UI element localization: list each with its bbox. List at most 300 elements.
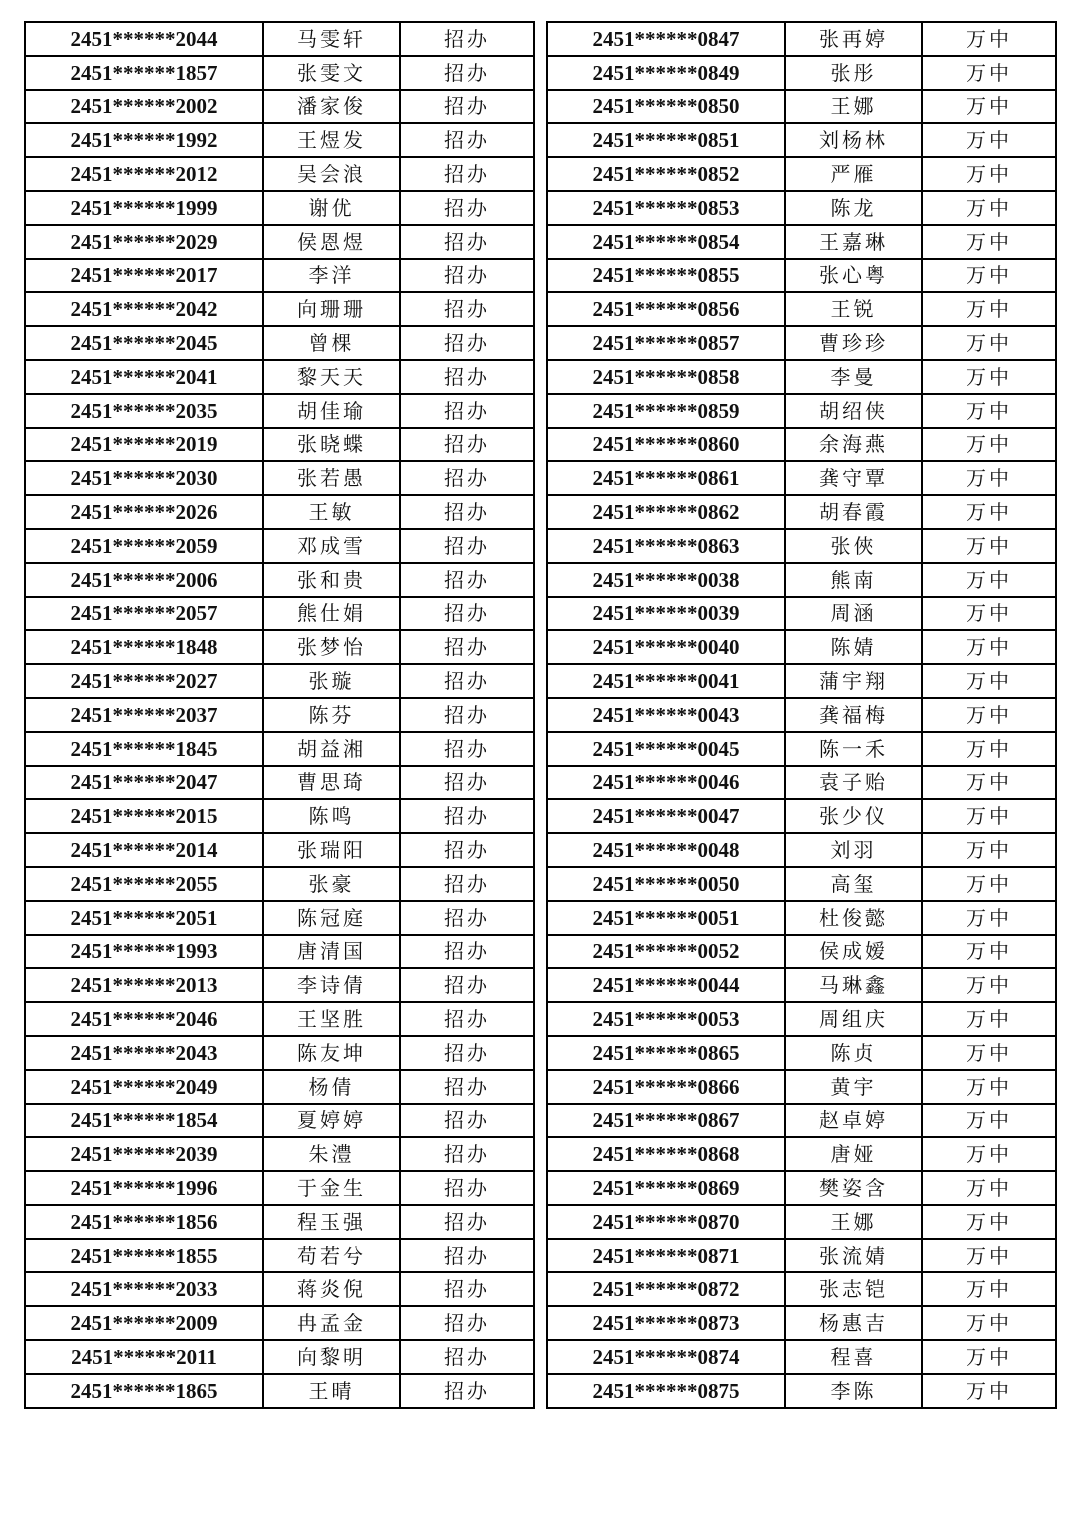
table-row: [547, 259, 1056, 293]
unit-cell: 招办: [400, 901, 534, 935]
candidate-id-cell: 2451******2002: [25, 90, 263, 124]
candidate-name-cell: 陈一禾: [785, 732, 922, 766]
unit-cell: 万中: [922, 1070, 1056, 1104]
unit-cell: 万中: [922, 22, 1056, 56]
unit-cell: 万中: [922, 1340, 1056, 1374]
unit-cell: 万中: [922, 799, 1056, 833]
candidate-name-cell: 严雁: [785, 157, 922, 191]
candidate-id-cell: 2451******2039: [25, 1137, 263, 1171]
candidate-name-cell: 王煜发: [263, 123, 400, 157]
table-row: [25, 597, 534, 631]
unit-cell: 招办: [400, 664, 534, 698]
table-row: [547, 597, 1056, 631]
candidate-name-cell: 杨惠吉: [785, 1306, 922, 1340]
candidate-name-cell: 王敏: [263, 495, 400, 529]
table-row: [547, 732, 1056, 766]
candidate-name-cell: 张再婷: [785, 22, 922, 56]
table-row: [25, 968, 534, 1002]
unit-cell: 招办: [400, 766, 534, 800]
candidate-name-cell: 张彤: [785, 56, 922, 90]
candidate-id-cell: 2451******0873: [547, 1306, 785, 1340]
candidate-name-cell: 张瑞阳: [263, 833, 400, 867]
table-row: [547, 1239, 1056, 1273]
candidate-id-cell: 2451******1993: [25, 935, 263, 969]
table-row: [547, 867, 1056, 901]
table-row: [25, 495, 534, 529]
candidate-id-cell: 2451******0862: [547, 495, 785, 529]
table-row: [25, 1239, 534, 1273]
candidate-id-cell: 2451******0870: [547, 1205, 785, 1239]
candidate-name-cell: 张俠: [785, 529, 922, 563]
candidate-id-cell: 2451******0872: [547, 1272, 785, 1306]
table-row: [547, 90, 1056, 124]
unit-cell: 招办: [400, 1104, 534, 1138]
unit-cell: 万中: [922, 461, 1056, 495]
unit-cell: 万中: [922, 1171, 1056, 1205]
candidate-id-cell: 2451******0053: [547, 1002, 785, 1036]
table-row: [547, 22, 1056, 56]
unit-cell: 万中: [922, 901, 1056, 935]
candidate-name-cell: 张志铠: [785, 1272, 922, 1306]
unit-cell: 招办: [400, 1137, 534, 1171]
roster-table-left-body: [25, 22, 534, 1408]
candidate-name-cell: 张璇: [263, 664, 400, 698]
unit-cell: 招办: [400, 292, 534, 326]
candidate-name-cell: 向黎明: [263, 1340, 400, 1374]
unit-cell: 招办: [400, 157, 534, 191]
candidate-name-cell: 程喜: [785, 1340, 922, 1374]
unit-cell: 万中: [922, 56, 1056, 90]
candidate-id-cell: 2451******0051: [547, 901, 785, 935]
table-row: [547, 1306, 1056, 1340]
candidate-id-cell: 2451******1865: [25, 1374, 263, 1408]
table-row: [25, 935, 534, 969]
candidate-id-cell: 2451******1996: [25, 1171, 263, 1205]
table-row: [547, 1340, 1056, 1374]
table-row: [547, 1272, 1056, 1306]
candidate-name-cell: 陈鸣: [263, 799, 400, 833]
unit-cell: 万中: [922, 225, 1056, 259]
unit-cell: 招办: [400, 495, 534, 529]
table-row: [25, 1171, 534, 1205]
candidate-id-cell: 2451******0856: [547, 292, 785, 326]
candidate-name-cell: 熊仕娟: [263, 597, 400, 631]
table-row: [25, 22, 534, 56]
unit-cell: 招办: [400, 1205, 534, 1239]
unit-cell: 招办: [400, 1002, 534, 1036]
unit-cell: 万中: [922, 495, 1056, 529]
unit-cell: 招办: [400, 259, 534, 293]
unit-cell: 万中: [922, 935, 1056, 969]
candidate-id-cell: 2451******0863: [547, 529, 785, 563]
candidate-id-cell: 2451******0857: [547, 326, 785, 360]
candidate-name-cell: 周组庆: [785, 1002, 922, 1036]
table-row: [25, 461, 534, 495]
table-row: [547, 630, 1056, 664]
candidate-id-cell: 2451******0868: [547, 1137, 785, 1171]
table-row: [25, 1272, 534, 1306]
candidate-name-cell: 龚福梅: [785, 698, 922, 732]
unit-cell: 招办: [400, 191, 534, 225]
candidate-id-cell: 2451******1992: [25, 123, 263, 157]
unit-cell: 招办: [400, 1374, 534, 1408]
table-row: [25, 123, 534, 157]
candidate-id-cell: 2451******2029: [25, 225, 263, 259]
unit-cell: 招办: [400, 22, 534, 56]
table-row: [25, 1205, 534, 1239]
candidate-id-cell: 2451******0852: [547, 157, 785, 191]
unit-cell: 万中: [922, 1002, 1056, 1036]
table-row: [547, 1137, 1056, 1171]
candidate-id-cell: 2451******0871: [547, 1239, 785, 1273]
table-row: [25, 56, 534, 90]
candidate-name-cell: 潘家俊: [263, 90, 400, 124]
unit-cell: 招办: [400, 225, 534, 259]
candidate-name-cell: 谢优: [263, 191, 400, 225]
candidate-name-cell: 黄宇: [785, 1070, 922, 1104]
candidate-id-cell: 2451******0038: [547, 563, 785, 597]
candidate-id-cell: 2451******2009: [25, 1306, 263, 1340]
table-row: [25, 732, 534, 766]
candidate-id-cell: 2451******2015: [25, 799, 263, 833]
candidate-name-cell: 张晓蝶: [263, 428, 400, 462]
table-row: [25, 1104, 534, 1138]
candidate-id-cell: 2451******1855: [25, 1239, 263, 1273]
candidate-name-cell: 朱澧: [263, 1137, 400, 1171]
unit-cell: 招办: [400, 597, 534, 631]
unit-cell: 万中: [922, 123, 1056, 157]
unit-cell: 万中: [922, 1205, 1056, 1239]
table-row: [25, 394, 534, 428]
unit-cell: 招办: [400, 461, 534, 495]
unit-cell: 万中: [922, 698, 1056, 732]
candidate-id-cell: 2451******2044: [25, 22, 263, 56]
candidate-id-cell: 2451******2011: [25, 1340, 263, 1374]
candidate-name-cell: 黎天天: [263, 360, 400, 394]
candidate-name-cell: 陈贞: [785, 1036, 922, 1070]
unit-cell: 招办: [400, 428, 534, 462]
candidate-id-cell: 2451******0052: [547, 935, 785, 969]
unit-cell: 万中: [922, 1239, 1056, 1273]
candidate-name-cell: 张流婧: [785, 1239, 922, 1273]
table-row: [25, 1036, 534, 1070]
candidate-id-cell: 2451******0875: [547, 1374, 785, 1408]
table-row: [547, 56, 1056, 90]
unit-cell: 招办: [400, 630, 534, 664]
table-row: [25, 867, 534, 901]
table-row: [547, 935, 1056, 969]
candidate-id-cell: 2451******1999: [25, 191, 263, 225]
candidate-name-cell: 陈龙: [785, 191, 922, 225]
unit-cell: 招办: [400, 1306, 534, 1340]
candidate-id-cell: 2451******2030: [25, 461, 263, 495]
candidate-name-cell: 张少仪: [785, 799, 922, 833]
candidate-id-cell: 2451******2045: [25, 326, 263, 360]
candidate-name-cell: 陈芬: [263, 698, 400, 732]
unit-cell: 万中: [922, 732, 1056, 766]
unit-cell: 招办: [400, 732, 534, 766]
candidate-name-cell: 周涵: [785, 597, 922, 631]
candidate-id-cell: 2451******2006: [25, 563, 263, 597]
candidate-name-cell: 李陈: [785, 1374, 922, 1408]
candidate-id-cell: 2451******2049: [25, 1070, 263, 1104]
table-row: [547, 563, 1056, 597]
candidate-id-cell: 2451******0048: [547, 833, 785, 867]
candidate-id-cell: 2451******0858: [547, 360, 785, 394]
unit-cell: 招办: [400, 799, 534, 833]
table-row: [547, 326, 1056, 360]
candidate-id-cell: 2451******0041: [547, 664, 785, 698]
unit-cell: 万中: [922, 529, 1056, 563]
candidate-name-cell: 李洋: [263, 259, 400, 293]
unit-cell: 万中: [922, 867, 1056, 901]
candidate-name-cell: 王坚胜: [263, 1002, 400, 1036]
unit-cell: 招办: [400, 563, 534, 597]
candidate-id-cell: 2451******2057: [25, 597, 263, 631]
candidate-id-cell: 2451******2037: [25, 698, 263, 732]
candidate-name-cell: 熊南: [785, 563, 922, 597]
table-row: [547, 292, 1056, 326]
table-row: [547, 360, 1056, 394]
candidate-id-cell: 2451******0044: [547, 968, 785, 1002]
candidate-id-cell: 2451******1857: [25, 56, 263, 90]
candidate-name-cell: 张心粤: [785, 259, 922, 293]
table-row: [547, 901, 1056, 935]
candidate-id-cell: 2451******2059: [25, 529, 263, 563]
unit-cell: 万中: [922, 563, 1056, 597]
unit-cell: 招办: [400, 867, 534, 901]
candidate-name-cell: 胡益湘: [263, 732, 400, 766]
unit-cell: 万中: [922, 360, 1056, 394]
candidate-name-cell: 王娜: [785, 1205, 922, 1239]
candidate-name-cell: 赵卓婷: [785, 1104, 922, 1138]
table-row: [547, 664, 1056, 698]
table-row: [547, 1070, 1056, 1104]
table-row: [25, 1137, 534, 1171]
candidate-name-cell: 向珊珊: [263, 292, 400, 326]
candidate-id-cell: 2451******2014: [25, 833, 263, 867]
candidate-name-cell: 陈友坤: [263, 1036, 400, 1070]
unit-cell: 招办: [400, 968, 534, 1002]
unit-cell: 万中: [922, 664, 1056, 698]
candidate-id-cell: 2451******1848: [25, 630, 263, 664]
unit-cell: 万中: [922, 191, 1056, 225]
candidate-id-cell: 2451******0046: [547, 766, 785, 800]
roster-table-right-body: [547, 22, 1056, 1408]
candidate-name-cell: 马雯轩: [263, 22, 400, 56]
candidate-id-cell: 2451******0047: [547, 799, 785, 833]
unit-cell: 万中: [922, 766, 1056, 800]
candidate-name-cell: 樊姿含: [785, 1171, 922, 1205]
table-row: [25, 766, 534, 800]
unit-cell: 招办: [400, 529, 534, 563]
table-row: [25, 360, 534, 394]
candidate-name-cell: 曹珍珍: [785, 326, 922, 360]
table-row: [547, 799, 1056, 833]
candidate-id-cell: 2451******1854: [25, 1104, 263, 1138]
table-row: [25, 292, 534, 326]
candidate-name-cell: 李诗倩: [263, 968, 400, 1002]
candidate-name-cell: 余海燕: [785, 428, 922, 462]
unit-cell: 万中: [922, 90, 1056, 124]
candidate-id-cell: 2451******0860: [547, 428, 785, 462]
candidate-name-cell: 张雯文: [263, 56, 400, 90]
unit-cell: 招办: [400, 360, 534, 394]
unit-cell: 招办: [400, 833, 534, 867]
candidate-id-cell: 2451******0869: [547, 1171, 785, 1205]
candidate-name-cell: 曹思琦: [263, 766, 400, 800]
table-row: [25, 630, 534, 664]
table-row: [547, 461, 1056, 495]
candidate-id-cell: 2451******2013: [25, 968, 263, 1002]
candidate-id-cell: 2451******0847: [547, 22, 785, 56]
candidate-name-cell: 王锐: [785, 292, 922, 326]
candidate-name-cell: 王嘉琳: [785, 225, 922, 259]
unit-cell: 万中: [922, 597, 1056, 631]
candidate-id-cell: 2451******2026: [25, 495, 263, 529]
candidate-id-cell: 2451******0859: [547, 394, 785, 428]
table-row: [547, 1036, 1056, 1070]
table-row: [547, 394, 1056, 428]
candidate-name-cell: 唐清国: [263, 935, 400, 969]
candidate-id-cell: 2451******0039: [547, 597, 785, 631]
candidate-id-cell: 2451******2017: [25, 259, 263, 293]
unit-cell: 招办: [400, 1340, 534, 1374]
candidate-name-cell: 胡春霞: [785, 495, 922, 529]
candidate-name-cell: 杜俊懿: [785, 901, 922, 935]
table-row: [25, 1002, 534, 1036]
table-row: [547, 1171, 1056, 1205]
candidate-name-cell: 曾棵: [263, 326, 400, 360]
unit-cell: 万中: [922, 630, 1056, 664]
candidate-name-cell: 高玺: [785, 867, 922, 901]
table-row: [25, 90, 534, 124]
candidate-id-cell: 2451******1845: [25, 732, 263, 766]
unit-cell: 招办: [400, 123, 534, 157]
table-row: [547, 123, 1056, 157]
candidate-id-cell: 2451******2033: [25, 1272, 263, 1306]
candidate-name-cell: 刘杨林: [785, 123, 922, 157]
candidate-id-cell: 2451******0850: [547, 90, 785, 124]
candidate-id-cell: 2451******0045: [547, 732, 785, 766]
unit-cell: 万中: [922, 157, 1056, 191]
candidate-name-cell: 袁子贻: [785, 766, 922, 800]
unit-cell: 万中: [922, 1036, 1056, 1070]
candidate-name-cell: 张和贵: [263, 563, 400, 597]
table-row: [25, 901, 534, 935]
unit-cell: 招办: [400, 1272, 534, 1306]
candidate-name-cell: 张梦怡: [263, 630, 400, 664]
unit-cell: 招办: [400, 698, 534, 732]
table-row: [25, 326, 534, 360]
candidate-id-cell: 2451******0849: [547, 56, 785, 90]
candidate-name-cell: 侯成嫒: [785, 935, 922, 969]
candidate-name-cell: 吴会浪: [263, 157, 400, 191]
roster-table-right: [546, 21, 1057, 1409]
table-row: [547, 1002, 1056, 1036]
candidate-name-cell: 苟若兮: [263, 1239, 400, 1273]
candidate-id-cell: 2451******0867: [547, 1104, 785, 1138]
candidate-id-cell: 2451******2041: [25, 360, 263, 394]
table-row: [547, 1104, 1056, 1138]
unit-cell: 万中: [922, 292, 1056, 326]
candidate-name-cell: 胡佳瑜: [263, 394, 400, 428]
candidate-id-cell: 2451******0861: [547, 461, 785, 495]
unit-cell: 万中: [922, 1104, 1056, 1138]
candidate-name-cell: 杨倩: [263, 1070, 400, 1104]
candidate-id-cell: 2451******0854: [547, 225, 785, 259]
candidate-name-cell: 刘羽: [785, 833, 922, 867]
candidate-name-cell: 蒋炎倪: [263, 1272, 400, 1306]
unit-cell: 万中: [922, 833, 1056, 867]
unit-cell: 万中: [922, 326, 1056, 360]
table-row: [547, 698, 1056, 732]
candidate-id-cell: 2451******2055: [25, 867, 263, 901]
candidate-name-cell: 胡绍侠: [785, 394, 922, 428]
candidate-name-cell: 李曼: [785, 360, 922, 394]
candidate-id-cell: 2451******0853: [547, 191, 785, 225]
table-row: [547, 495, 1056, 529]
table-row: [547, 833, 1056, 867]
table-row: [25, 191, 534, 225]
candidate-id-cell: 2451******0866: [547, 1070, 785, 1104]
candidate-name-cell: 陈婧: [785, 630, 922, 664]
candidate-id-cell: 2451******0040: [547, 630, 785, 664]
table-row: [25, 1306, 534, 1340]
unit-cell: 招办: [400, 394, 534, 428]
candidate-id-cell: 2451******2012: [25, 157, 263, 191]
candidate-name-cell: 程玉强: [263, 1205, 400, 1239]
table-row: [25, 225, 534, 259]
table-row: [547, 428, 1056, 462]
table-row: [25, 698, 534, 732]
candidate-id-cell: 2451******0865: [547, 1036, 785, 1070]
candidate-id-cell: 2451******0050: [547, 867, 785, 901]
unit-cell: 万中: [922, 259, 1056, 293]
candidate-id-cell: 2451******2035: [25, 394, 263, 428]
candidate-id-cell: 2451******2042: [25, 292, 263, 326]
table-row: [25, 1340, 534, 1374]
candidate-id-cell: 2451******0851: [547, 123, 785, 157]
candidate-id-cell: 2451******2019: [25, 428, 263, 462]
table-row: [547, 191, 1056, 225]
unit-cell: 万中: [922, 968, 1056, 1002]
candidate-name-cell: 张豪: [263, 867, 400, 901]
candidate-name-cell: 蒲宇翔: [785, 664, 922, 698]
table-row: [25, 799, 534, 833]
candidate-name-cell: 唐娅: [785, 1137, 922, 1171]
unit-cell: 招办: [400, 326, 534, 360]
table-row: [547, 529, 1056, 563]
candidate-id-cell: 2451******0855: [547, 259, 785, 293]
candidate-name-cell: 于金生: [263, 1171, 400, 1205]
candidate-id-cell: 2451******2051: [25, 901, 263, 935]
table-row: [547, 225, 1056, 259]
table-row: [25, 1374, 534, 1408]
table-row: [25, 529, 534, 563]
table-row: [547, 968, 1056, 1002]
table-row: [547, 766, 1056, 800]
table-row: [25, 157, 534, 191]
candidate-name-cell: 龚守覃: [785, 461, 922, 495]
table-row: [25, 259, 534, 293]
unit-cell: 招办: [400, 935, 534, 969]
candidate-name-cell: 冉孟金: [263, 1306, 400, 1340]
unit-cell: 招办: [400, 1070, 534, 1104]
unit-cell: 万中: [922, 1272, 1056, 1306]
candidate-name-cell: 王娜: [785, 90, 922, 124]
candidate-id-cell: 2451******2047: [25, 766, 263, 800]
